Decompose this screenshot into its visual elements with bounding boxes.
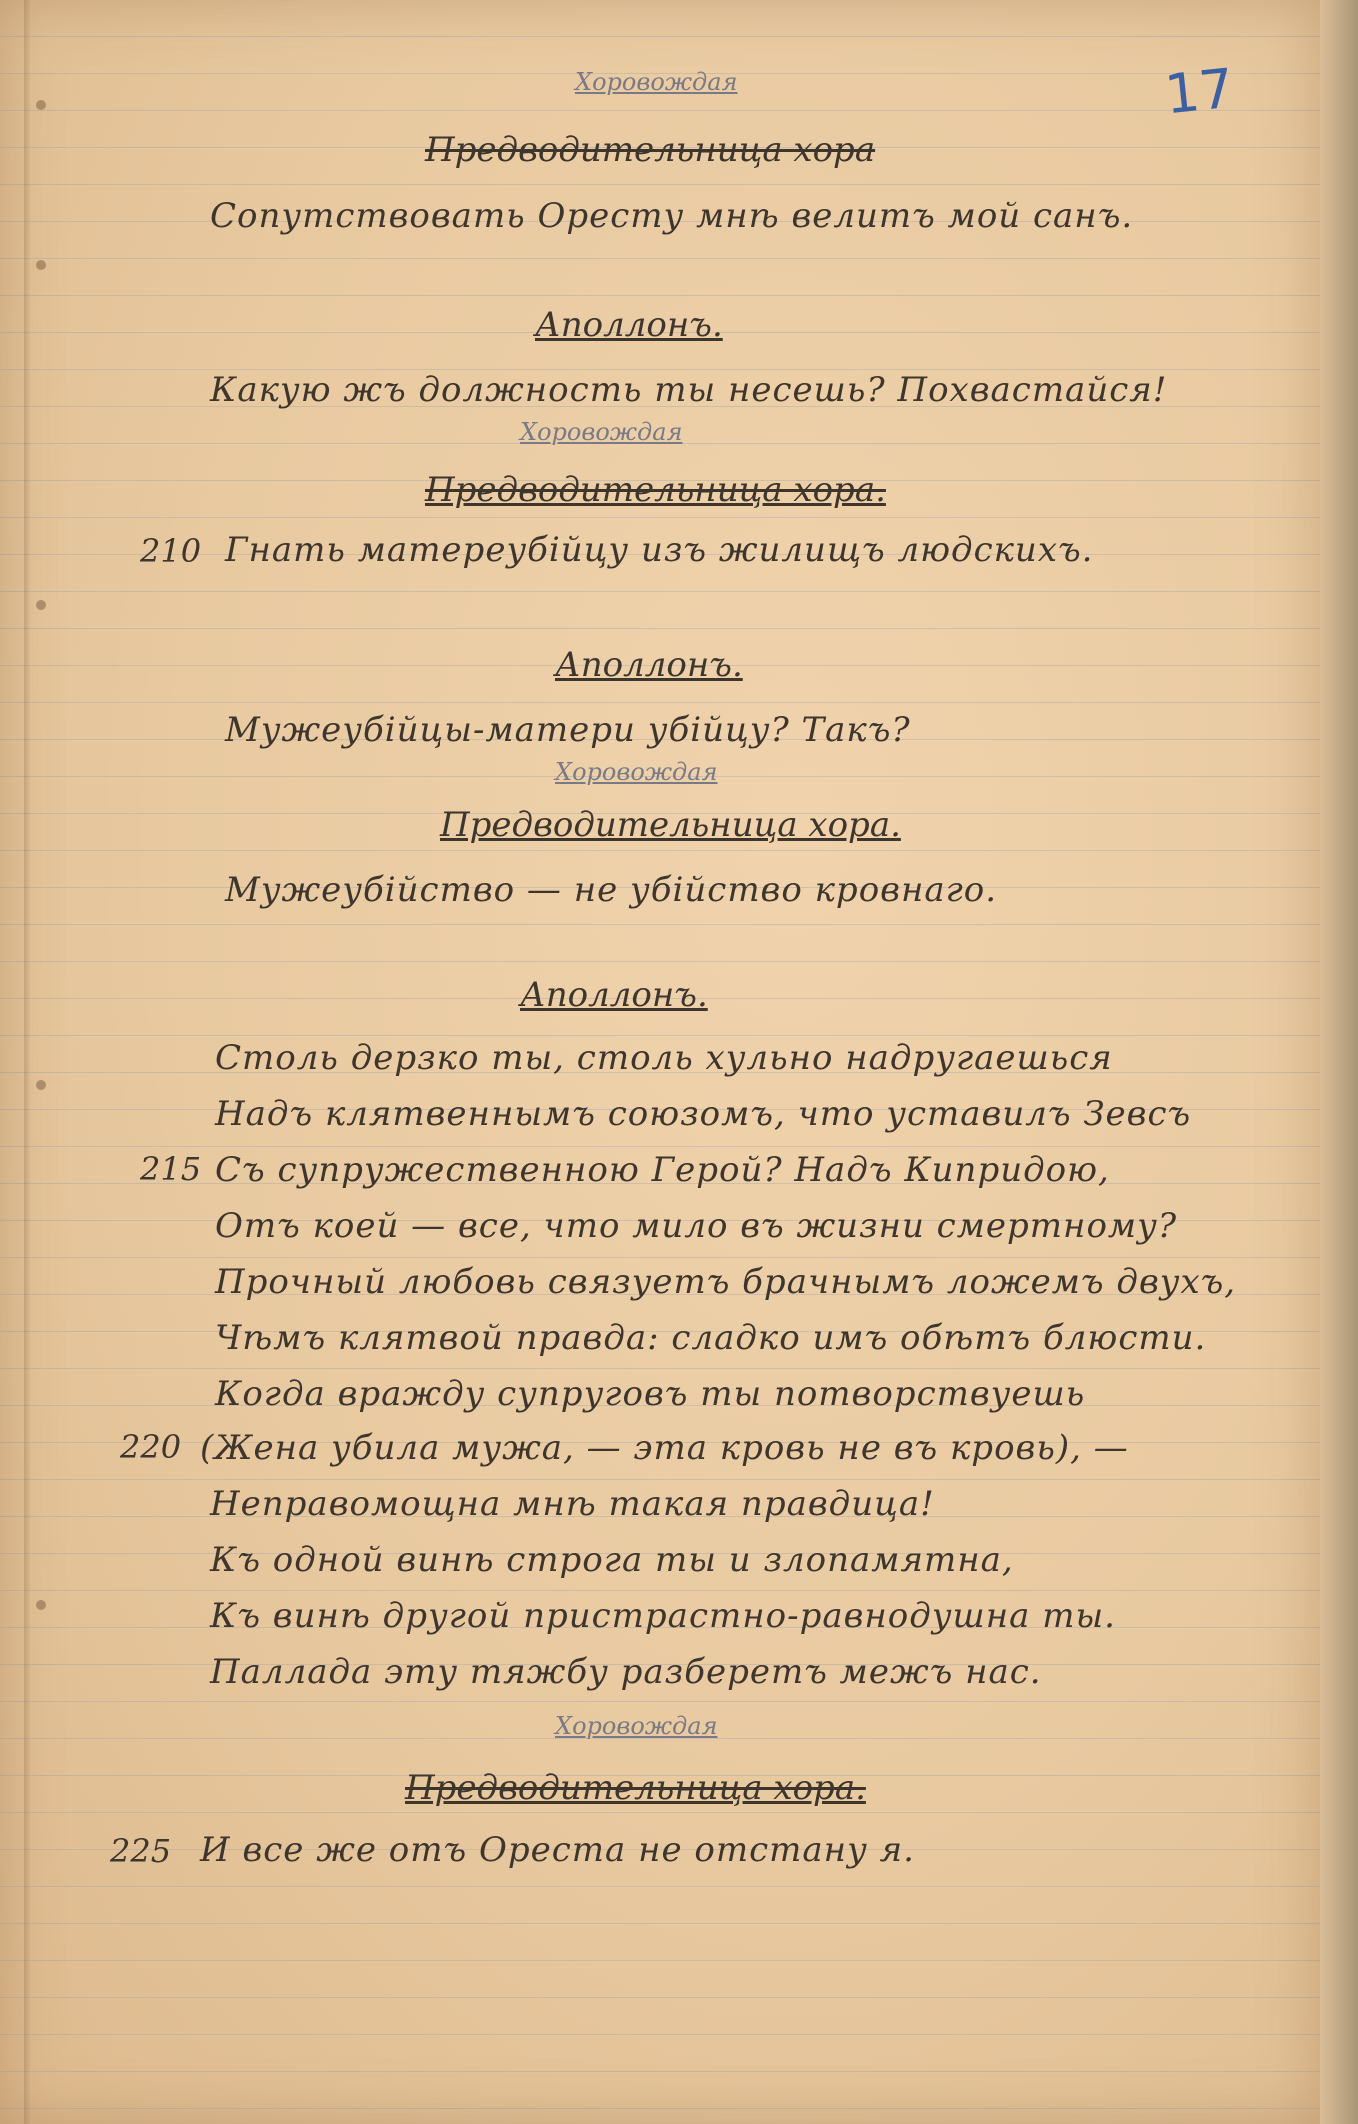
binding-hole: [36, 600, 46, 610]
line-number: 220: [120, 1428, 182, 1466]
pencil-speaker-note: Хоровождая: [575, 68, 738, 96]
verse-line: Какую жъ должность ты несешь? Похвастайся!: [210, 370, 1168, 410]
speaker-heading: Аполлонъ.: [520, 975, 708, 1015]
speaker-heading: [405, 1768, 866, 1808]
verse-line: Къ винѣ другой пристрастно-равнодушна ты.: [210, 1596, 1116, 1636]
line-number: 225: [110, 1832, 172, 1870]
verse-line: Паллада эту тяжбу разберетъ межъ нас.: [210, 1652, 1042, 1692]
speaker-heading-text: Предводительница хора.: [425, 470, 886, 510]
verse-line: Отъ коей — все, что мило въ жизни смертному?: [215, 1206, 1178, 1246]
binding-hole: [36, 1600, 46, 1610]
line-number: 215: [140, 1150, 202, 1188]
speaker-heading: [425, 470, 886, 510]
verse-line: Къ одной винѣ строга ты и злопамятна,: [210, 1540, 1014, 1580]
folio-number: 17: [1161, 56, 1237, 127]
speaker-heading: Аполлонъ.: [535, 305, 723, 345]
speaker-heading: Предводительница хора: [425, 130, 876, 170]
binding-hole: [36, 100, 46, 110]
verse-line: Надъ клятвеннымъ союзомъ, что уставилъ Зевсъ: [215, 1094, 1192, 1134]
binding-hole: [36, 260, 46, 270]
verse-line: Мужеубійство — не убійство кровнаго.: [225, 870, 998, 910]
verse-line: (Жена убила мужа, — эта кровь не въ кровь), —: [200, 1428, 1129, 1468]
line-number: 210: [140, 532, 202, 570]
verse-line: Столь дерзко ты, столь хульно надругаешься: [215, 1038, 1113, 1078]
pencil-speaker-note: Хоровождая: [555, 1712, 718, 1740]
verse-line: И все же отъ Ореста не отстану я.: [200, 1830, 915, 1870]
verse-line: Чѣмъ клятвой правда: сладко имъ обѣтъ блюсти.: [215, 1318, 1207, 1358]
pencil-speaker-note: Хоровождая: [520, 418, 683, 446]
verse-line: Когда вражду супруговъ ты потворствуешь: [215, 1374, 1086, 1414]
verse-line: Мужеубійцы-матери убійцу? Такъ?: [225, 710, 911, 750]
speaker-heading: Предводительница хора.: [440, 805, 901, 845]
verse-line: Съ супружественною Герой? Надъ Кипридою,: [215, 1150, 1110, 1190]
speaker-heading: Аполлонъ.: [555, 645, 743, 685]
verse-line: Сопутствовать Оресту мнѣ велитъ мой санъ.: [210, 196, 1134, 236]
page-edge: [1320, 0, 1358, 2124]
binding-hole: [36, 1080, 46, 1090]
verse-line: Неправомощна мнѣ такая правдица!: [210, 1484, 935, 1524]
speaker-heading-text: Предводительница хора.: [405, 1768, 866, 1808]
pencil-speaker-note: Хоровождая: [555, 758, 718, 786]
verse-line: Гнать матереубійцу изъ жилищъ людскихъ.: [225, 530, 1094, 570]
verse-line: Прочный любовь связуетъ брачнымъ ложемъ двухъ,: [215, 1262, 1237, 1302]
binding-shadow: [24, 0, 30, 2124]
